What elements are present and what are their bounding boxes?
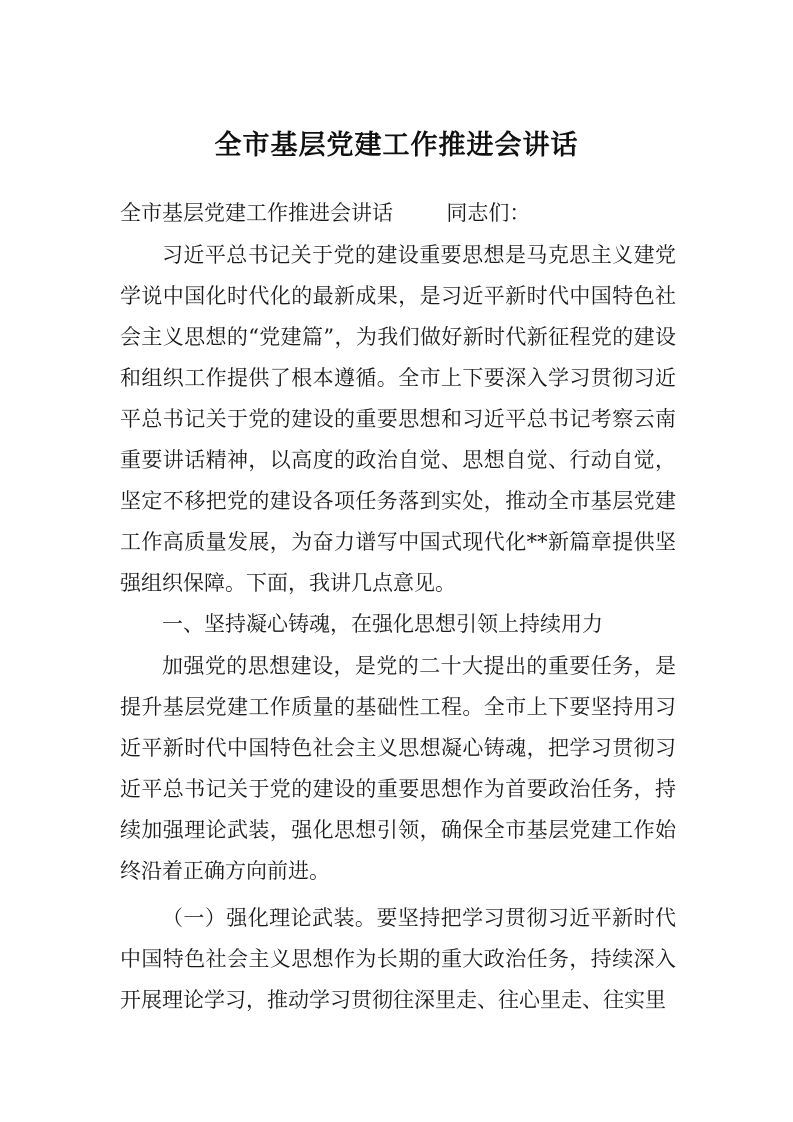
section-heading-one: 一、坚持凝心铸魂，在强化思想引领上持续用力 bbox=[162, 612, 603, 636]
salutation-line bbox=[120, 193, 676, 234]
paragraph-intro: 习近平总书记关于党的建设重要思想是马克思主义建党学说中国化时代化的最新成果，是习近平新时代中国特色社会主义思想的“党建篇”，为我们做好新时代新征程党的建设和组织工作提供了根本遵循。全市上下要深入学习贯彻习近平总书记关于党的建设的重要思想和习近平总书记考察云南重要讲话精神，以高度的政治自觉、思想自觉、行动自觉，坚定不移把党的建设各项任务落到实处，推动全市基层党建工作高质量发展，为奋力谱写中国式现代化**新篇章提供坚强组织保障。下面，我讲几点意见。 bbox=[120, 243, 676, 595]
subsection-one-paragraph: （一）强化理论武装。要坚持把学习贯彻习近平新时代中国特色社会主义思想作为长期的重大政治任务，持续深入开展理论学习，推动学习贯彻往深里走、往心里走、往实里 bbox=[120, 906, 676, 1012]
lead-heading: 全市基层党建工作推进会讲话 bbox=[120, 201, 393, 225]
paragraph-section-one: 加强党的思想建设，是党的二十大提出的重要任务，是提升基层党建工作质量的基础性工程。全市上下要坚持用习近平新时代中国特色社会主义思想凝心铸魂，把学习贯彻习近平总书记关于党的建设的重要思想作为首要政治任务，持续加强理论武装，强化思想引领，确保全市基层党建工作始终沿着正确方向前进。 bbox=[120, 654, 676, 883]
salutation: 同志们： bbox=[446, 201, 531, 225]
document-title: 全市基层党建工作推进会讲话 bbox=[214, 130, 579, 161]
document-body bbox=[120, 193, 676, 1021]
